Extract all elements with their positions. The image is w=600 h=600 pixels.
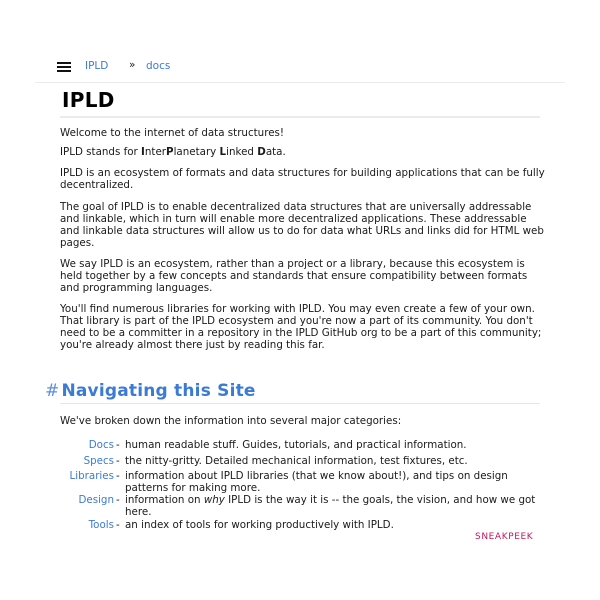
top-navigation [0,56,600,76]
section-underline [60,403,540,404]
title-underline [60,116,540,118]
category-description: information about IPLD libraries (that we know about!), and tips on design patterns for making more. [125,470,508,494]
category-description: the nitty-gritty. Detailed mechanical information, test fixtures, etc. [125,455,468,467]
category-link-specs[interactable]: Specs [83,455,114,467]
hamburger-menu-icon[interactable] [57,62,71,72]
category-dash: - [116,470,120,482]
paragraph-why-ecosystem: We say IPLD is an ecosystem, rather than a project or a library, because this ecosystem is held together by a few concepts and standards that ensure compatibility between formats and programming languages. [60,258,528,294]
category-link-docs[interactable]: Docs [88,439,114,451]
section-intro: We've broken down the information into several major categories: [60,415,402,427]
section-heading: # Navigating this Site [45,381,256,401]
category-description: human readable stuff. Guides, tutorials, and practical information. [125,439,467,451]
category-description: information on why IPLD is the way it is -- the goals, the vision, and how we got here. [125,494,536,518]
header-divider [35,82,565,83]
paragraph-libraries: You'll find numerous libraries for working with IPLD. You may even create a few of your own. That library is part of the IPLD ecosystem and you're now a part of its community. You don't need to be a committer in a repository in the IPLD GitHub org to be a part of this community; you're already almost there just by reading this far. [60,303,542,351]
heading-anchor-link[interactable]: # [45,381,60,401]
paragraph-goal: The goal of IPLD is to enable decentralized data structures that are universally addressable and linkable, which in turn will enable more decentralized applications. These addressable and linkable data structures will allow us to do for data what URLs and links did for HTML web pages. [60,201,544,249]
category-dash: - [116,519,120,531]
category-dash: - [116,494,120,506]
category-link-tools[interactable]: Tools [88,519,114,531]
paragraph-acronym: IPLD stands for InterPlanetary Linked Data. [60,146,286,158]
category-dash: - [116,439,120,451]
page-title: IPLD [62,88,115,112]
breadcrumb-docs-link[interactable]: docs [146,60,171,72]
breadcrumb-separator: » [129,59,136,71]
category-link-libraries[interactable]: Libraries [69,470,114,482]
paragraph-welcome: Welcome to the internet of data structures! [60,127,285,139]
sneakpeek-watermark: SNEAKPEEK [475,532,534,542]
category-dash: - [116,455,120,467]
category-link-design[interactable]: Design [78,494,114,506]
paragraph-ecosystem: IPLD is an ecosystem of formats and data structures for building applications that can be fully decentralized. [60,167,545,191]
category-description: an index of tools for working productively with IPLD. [125,519,394,531]
breadcrumb-ipld-link[interactable]: IPLD [85,60,109,72]
